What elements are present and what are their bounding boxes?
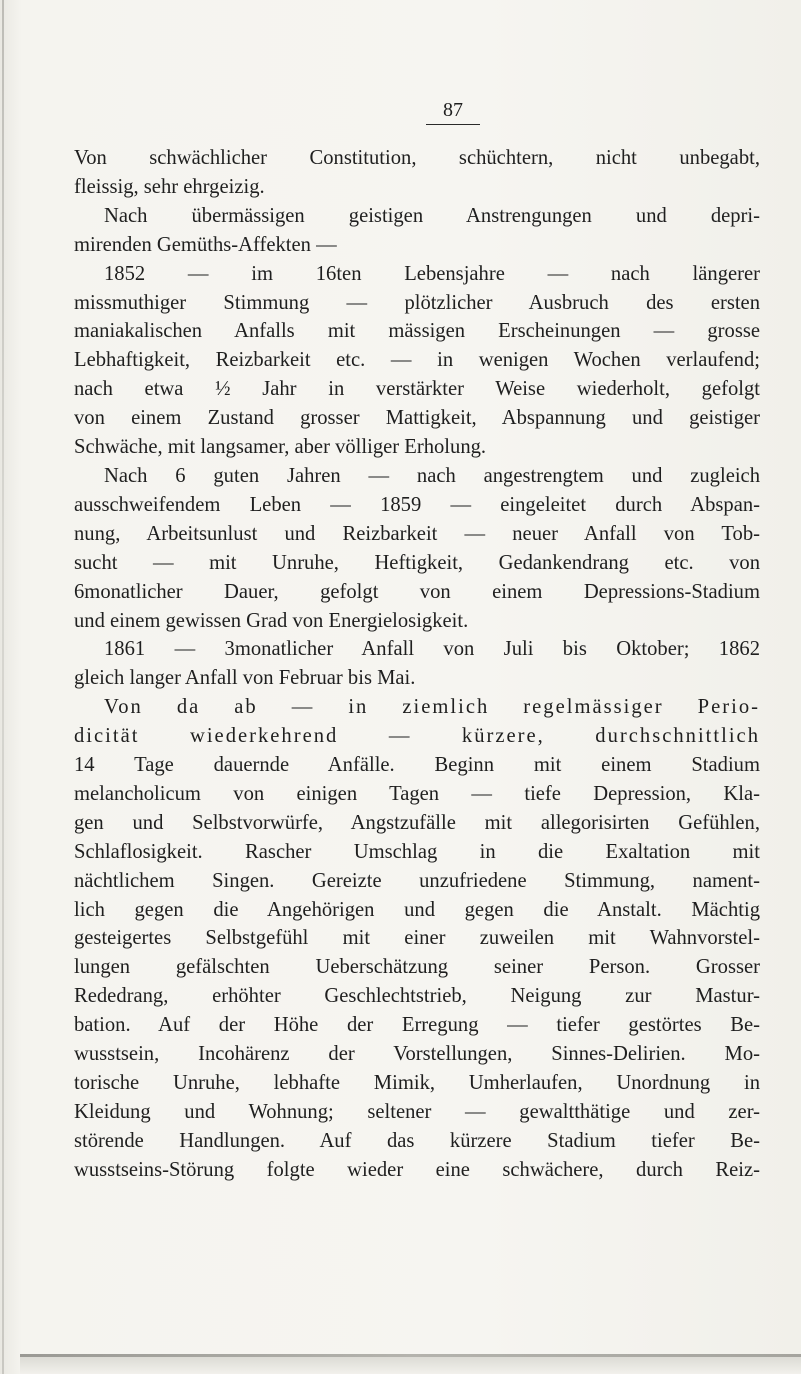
text-line: ausschweifendem Leben — 1859 — eingeleitet durch Abspan- <box>74 493 760 516</box>
text-line: wusstseins-Störung folgte wieder eine schwächere, durch Reiz- <box>74 1158 760 1181</box>
text-line: störende Handlungen. Auf das kürzere Stadium tiefer Be- <box>74 1129 760 1152</box>
text-line: mirenden Gemüths-Affekten — <box>74 233 337 256</box>
page-number: 87 <box>426 100 480 125</box>
text-line: torische Unruhe, lebhafte Mimik, Umherlaufen, Unordnung in <box>74 1072 760 1094</box>
text-line: Nach übermässigen geistigen Anstrengungen und depri- <box>104 204 760 227</box>
text-line: dicität wiederkehrend — kürzere, durchschnittlich <box>74 725 760 748</box>
text-line: nächtlichem Singen. Gereizte unzufriedene Stimmung, nament- <box>74 869 760 892</box>
page-bottom-shadow <box>20 1357 801 1374</box>
text-line: sucht — mit Unruhe, Heftigkeit, Gedankendrang etc. von <box>74 551 760 574</box>
text-line: Lebhaftigkeit, Reizbarkeit etc. — in wenigen Wochen verlaufend; <box>74 349 760 372</box>
text-line: fleissig, sehr ehrgeizig. <box>74 175 265 198</box>
text-line: lungen gefälschten Ueberschätzung seiner Person. Grosser <box>74 956 760 979</box>
text-line: gen und Selbstvorwürfe, Angstzufälle mit allegorisirten Gefühlen, <box>74 811 760 834</box>
text-line: von einem Zustand grosser Mattigkeit, Abspannung und geistiger <box>74 407 760 430</box>
text-line: nach etwa ½ Jahr in verstärkter Weise wiederholt, gefolgt <box>74 378 760 401</box>
text-line: Schlaflosigkeit. Rascher Umschlag in die Exaltation mit <box>74 840 760 863</box>
text-line: melancholicum von einigen Tagen — tiefe Depression, Kla- <box>74 782 760 805</box>
text-line: Von schwächlicher Constitution, schüchtern, nicht unbegabt, <box>74 147 760 169</box>
text-line: 1852 — im 16ten Lebensjahre — nach längerer <box>104 262 760 285</box>
text-line: Schwäche, mit langsamer, aber völliger Erholung. <box>74 436 487 459</box>
body-text <box>74 144 760 1185</box>
text-line: Nach 6 guten Jahren — nach angestrengtem und zugleich <box>104 464 760 487</box>
text-line: lich gegen die Angehörigen und gegen die Anstalt. Mächtig <box>74 898 760 921</box>
text-line: wusstsein, Incohärenz der Vorstellungen, Sinnes-Delirien. Mo- <box>74 1043 760 1066</box>
text-line: bation. Auf der Höhe der Erregung — tiefer gestörtes Be- <box>74 1014 760 1037</box>
text-line: gesteigertes Selbstgefühl mit einer zuweilen mit Wahnvorstel- <box>74 927 760 950</box>
text-line: 6monatlicher Dauer, gefolgt von einem Depressions-Stadium <box>74 580 760 603</box>
text-line: 14 Tage dauernde Anfälle. Beginn mit einem Stadium <box>74 754 760 777</box>
text-line: Kleidung und Wohnung; seltener — gewaltthätige und zer- <box>74 1100 760 1123</box>
text-line: gleich langer Anfall von Februar bis Mai. <box>74 667 416 690</box>
text-line: maniakalischen Anfalls mit mässigen Erscheinungen — grosse <box>74 320 760 343</box>
text-line: missmuthiger Stimmung — plötzlicher Ausbruch des ersten <box>74 291 760 314</box>
text-line: nung, Arbeitsunlust und Reizbarkeit — neuer Anfall von Tob- <box>74 522 760 545</box>
text-line: Von da ab — in ziemlich regelmässiger Perio- <box>104 696 760 719</box>
text-line: Rededrang, erhöhter Geschlechtstrieb, Neigung zur Mastur- <box>74 985 760 1008</box>
gutter-line <box>2 0 4 1374</box>
text-line: und einem gewissen Grad von Energielosigkeit. <box>74 609 469 632</box>
text-line: 1861 — 3monatlicher Anfall von Juli bis Oktober; 1862 <box>104 638 760 661</box>
